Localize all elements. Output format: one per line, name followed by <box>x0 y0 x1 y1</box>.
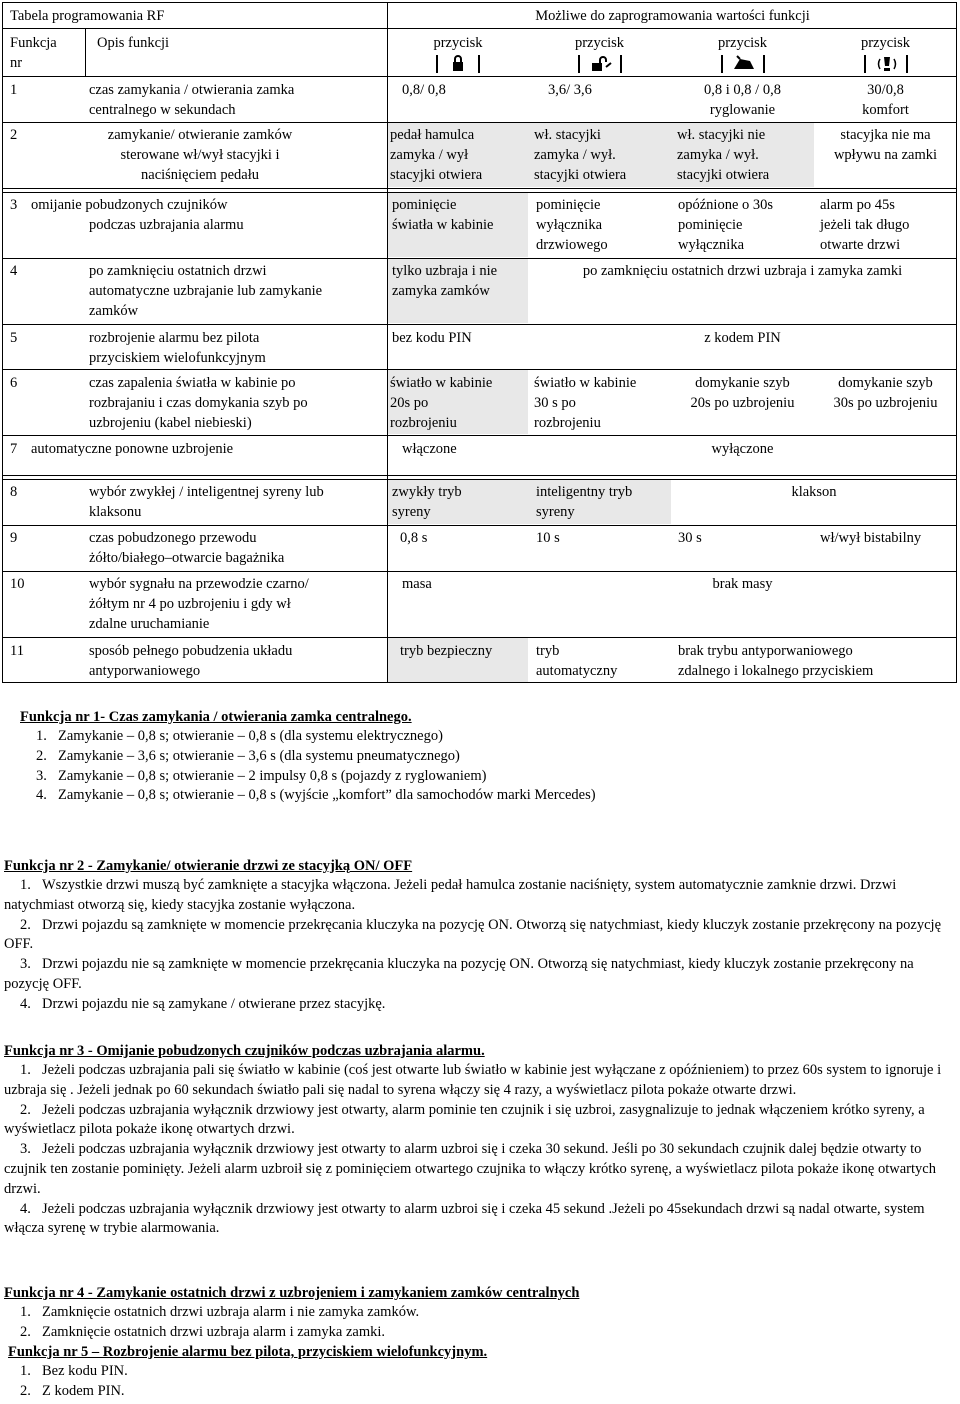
grid-line <box>2 571 957 572</box>
row2-v2: wł. stacyjki zamyka / wył. stacyjki otwiera <box>534 127 627 183</box>
row2-desc: zamykanie/ otwieranie zamków sterowane wł/wył stacyjki i naciśnięciem pedału <box>107 127 293 183</box>
function-4-notes <box>4 1284 956 1343</box>
list-item: 1. Zamykanie – 0,8 s; otwieranie – 0,8 s (dla systemu elektrycznego) <box>36 728 443 744</box>
list-item: 4. Zamykanie – 0,8 s; otwieranie – 0,8 s (wyjście „komfort” dla samochodów marki Mercedes) <box>36 787 596 804</box>
func-header-line2: nr <box>10 55 23 71</box>
button-label: przycisk <box>717 35 768 51</box>
grid-line <box>2 369 957 370</box>
row10-desc: wybór sygnału na przewodzie czarno/ żółtym nr 4 po uzbrojeniu i gdy wł zdalne uruchamianie <box>89 576 309 632</box>
list-item: 4. Jeżeli podczas uzbrajania wyłącznik drzwiowy jest otwarty to alarm uzbroi się i czeka 45 sekund .Jeżeli po 45sekundach drzwi są nadal otwarte, system włącza syrenę w trybie alarmowania. <box>4 1200 925 1237</box>
row6-v4: domykanie szyb 30s po uzbrojeniu <box>833 375 938 411</box>
grid-line <box>85 28 86 76</box>
row5-v1: bez kodu PIN <box>392 330 472 346</box>
row4-num: 4 <box>10 263 18 279</box>
row10-span: brak masy <box>712 576 773 592</box>
row7-v1: włączone <box>402 441 457 457</box>
row6-desc: czas zapalenia światła w kabinie po rozbrajaniu i czas domykania szyb po uzbrojeniu (kabel niebieski) <box>89 375 308 431</box>
row9-v4: wł/wył bistabilny <box>820 530 922 546</box>
button-label: przycisk <box>433 35 483 51</box>
list-item: 1. Bez kodu PIN. <box>20 1363 128 1379</box>
function-1-notes <box>4 708 956 806</box>
row3-v3: opóźnione o 30s pominięcie wyłącznika <box>678 197 774 253</box>
row3-v2: pominięcie wyłącznika drzwiowego <box>536 197 608 253</box>
grid-line <box>2 479 957 480</box>
row8-num: 8 <box>10 484 18 500</box>
row11-v3: brak trybu antyporwaniowego zdalnego i lokalnego przyciskiem <box>678 643 874 679</box>
function-5-notes <box>4 1343 956 1402</box>
row10-num: 10 <box>10 576 25 592</box>
row8-v1: zwykły tryb syreny <box>392 484 462 520</box>
function-3-heading: Funkcja nr 3 - Omijanie pobudzonych czujników podczas uzbrajania alarmu. <box>4 1043 485 1059</box>
lock-open-icon <box>578 55 622 73</box>
row5-span: z kodem PIN <box>704 330 781 346</box>
button-header-1 <box>388 33 528 73</box>
row9-desc: czas pobudzonego przewodu żółto/białego–otwarcie bagażnika <box>89 530 285 566</box>
function-2-notes <box>4 857 956 1015</box>
row2-v3: wł. stacyjki nie zamyka / wył. stacyjki otwiera <box>677 127 770 183</box>
row10-v1: masa <box>402 576 432 592</box>
row2-num: 2 <box>10 127 18 143</box>
row4-span: po zamknięciu ostatnich drzwi uzbraja i zamyka zamki <box>582 263 903 279</box>
row6-v3: domykanie szyb 20s po uzbrojeniu <box>690 375 795 411</box>
list-item: 2. Zamykanie – 3,6 s; otwieranie – 3,6 s (dla systemu pneumatycznego) <box>36 747 460 764</box>
row8-desc: wybór zwykłej / inteligentnej syreny lub klaksonu <box>89 484 324 520</box>
row1-v1: 0,8/ 0,8 <box>402 82 446 98</box>
row11-desc: sposób pełnego pobudzenia układu antyporwaniowego <box>89 643 293 679</box>
list-item: 1. Zamknięcie ostatnich drzwi uzbraja alarm i nie zamyka zamków. <box>20 1304 420 1320</box>
list-item: 3. Drzwi pojazdu nie są zamknięte w momencie przekręcania kluczyka na pozycję ON. Otworzą się natychmiast, kiedy kluczyk zostanie przekręcony na pozycję OFF. <box>4 956 914 992</box>
row5-desc: rozbrojenie alarmu bez pilota przyciskiem wielofunkcyjnym <box>89 330 266 366</box>
grid-line <box>2 192 957 193</box>
func-header-line1: Funkcja <box>10 35 57 51</box>
list-item: 4. Drzwi pojazdu nie są zamykane / otwierane przez stacyjkę. <box>20 995 386 1012</box>
row9-v3: 30 s <box>678 530 702 546</box>
row8-v2: inteligentny tryb syreny <box>536 484 633 520</box>
function-2-heading: Funkcja nr 2 - Zamykanie/ otwieranie drzwi ze stacyjką ON/ OFF <box>4 858 413 874</box>
grid-line <box>2 76 957 77</box>
button-label: przycisk <box>574 35 625 51</box>
row1-num: 1 <box>10 82 18 98</box>
function-5-heading: Funkcja nr 5 – Rozbrojenie alarmu bez pilota, przyciskiem wielofunkcyjnym. <box>8 1344 488 1360</box>
grid-line <box>2 258 957 259</box>
row9-v2: 10 s <box>536 530 560 546</box>
row7-desc: automatyczne ponowne uzbrojenie <box>31 441 234 457</box>
row7-num: 7 <box>10 441 18 457</box>
list-item: 2. Zamknięcie ostatnich drzwi uzbraja alarm i zamyka zamki. <box>20 1323 386 1340</box>
grid-line <box>387 2 388 683</box>
grid-line <box>2 188 957 189</box>
grid-line <box>2 435 957 436</box>
row8-span: klakson <box>791 484 837 500</box>
trunk-icon <box>721 55 765 73</box>
list-item: 2. Z kodem PIN. <box>20 1382 125 1399</box>
grid-line <box>2 28 957 29</box>
lock-closed-icon <box>436 55 480 73</box>
row4-desc: po zamknięciu ostatnich drzwi automatyczne uzbrajanie lub zamykanie zamków <box>89 263 323 319</box>
function-1-heading: Funkcja nr 1- Czas zamykania / otwierania zamka centralnego. <box>20 709 412 725</box>
list-item: 2. Drzwi pojazdu są zamknięte w momencie przekręcania kluczyka na pozycję ON. Otworzą się natychmiast, kiedy kluczyk zostanie przekręcony na pozycję OFF. <box>4 916 942 953</box>
row3-desc: omijanie pobudzonych czujników podczas uzbrajania alarmu <box>31 197 244 233</box>
row11-v2: tryb automatyczny <box>536 643 618 679</box>
row5-num: 5 <box>10 330 18 346</box>
button-header-4 <box>814 33 957 73</box>
row6-num: 6 <box>10 375 18 391</box>
row7-span: wyłączone <box>711 441 774 457</box>
row1-v4: 30/0,8 komfort <box>862 82 909 118</box>
row9-num: 9 <box>10 530 18 546</box>
desc-header: Opis funkcji <box>97 35 170 51</box>
list-item: 2. Jeżeli podczas uzbrajania wyłącznik drzwiowy jest otwarty, alarm pominie ten czujnik i się uzbroi, zasygnalizuje to jednak włączeniem krótko syreny, a wyświetlacz pilota pokaże ikonę otwartych drzwi. <box>4 1101 925 1138</box>
list-item: 3. Zamykanie – 0,8 s; otwieranie – 2 impulsy 0,8 s (pojazdy z ryglowaniem) <box>36 767 487 784</box>
row1-v3: 0,8 i 0,8 / 0,8 ryglowanie <box>704 82 781 118</box>
grid-line <box>2 324 957 325</box>
row3-v4: alarm po 45s jeżeli tak długo otwarte drzwi <box>820 197 910 253</box>
button-header-3 <box>671 33 814 73</box>
button-label: przycisk <box>860 35 911 51</box>
row2-v4: stacyjka nie ma wpływu na zamki <box>833 127 938 163</box>
grid-line <box>2 122 957 123</box>
row3-v1: pominięcie światła w kabinie <box>392 197 494 233</box>
row9-v1: 0,8 s <box>400 530 428 546</box>
grid-line <box>2 475 957 476</box>
row2-v1: pedał hamulca zamyka / wył stacyjki otwiera <box>390 127 483 183</box>
row1-v2: 3,6/ 3,6 <box>548 82 592 98</box>
row6-v1: światło w kabinie 20s po rozbrojeniu <box>390 375 493 431</box>
panic-icon <box>864 55 908 73</box>
table-title: Tabela programowania RF <box>10 8 165 24</box>
values-header: Możliwe do zaprogramowania wartości funkcji <box>535 8 810 24</box>
button-header-2 <box>528 33 671 73</box>
row1-desc: czas zamykania / otwierania zamka centralnego w sekundach <box>89 82 295 118</box>
row11-num: 11 <box>10 643 24 659</box>
row4-v1: tylko uzbraja i nie zamyka zamków <box>392 263 498 299</box>
function-3-notes <box>4 1042 956 1239</box>
list-item: 1. Jeżeli podczas uzbrajania pali się światło w kabinie (coś jest otwarte lub światło w kabinie jest wyłączane z opóźnieniem) to przez 60s system to ignoruje i uzbraja się . Jeżeli jednak po 60 sekundach światło pali się nadal to syrena włączy się 4 razy, a wyświetlacz pilota pokaże otwarte drzwi. <box>4 1062 942 1098</box>
list-item: 1. Wszystkie drzwi muszą być zamknięte a stacyjka włączona. Jeżeli pedał hamulca zostanie naciśnięty, system automatycznie zamknie drzwi. Drzwi natychmiast otworzą się, kiedy stacyjka zostanie wyłączona. <box>4 877 897 913</box>
row6-v2: światło w kabinie 30 s po rozbrojeniu <box>534 375 637 431</box>
grid-line <box>2 637 957 638</box>
row3-num: 3 <box>10 197 18 213</box>
list-item: 3. Jeżeli podczas uzbrajania wyłącznik drzwiowy jest otwarty to alarm uzbroi się i czeka 30 sekund. Jeśli po 30 sekundach czujnik dalej będzie otwarty to czujnik ten zostanie pominięty. Jeżeli alarm uzbroił się z pominięciem otwartego czujnika to włączy krótko syrenę, a wyświetlacz pilota pokaże ikonę otwartych drzwi. <box>4 1141 936 1197</box>
function-4-heading: Funkcja nr 4 - Zamykanie ostatnich drzwi z uzbrojeniem i zamykaniem zamków centralnych <box>4 1285 580 1301</box>
grid-line <box>2 525 957 526</box>
row11-v1: tryb bezpieczny <box>400 643 493 659</box>
